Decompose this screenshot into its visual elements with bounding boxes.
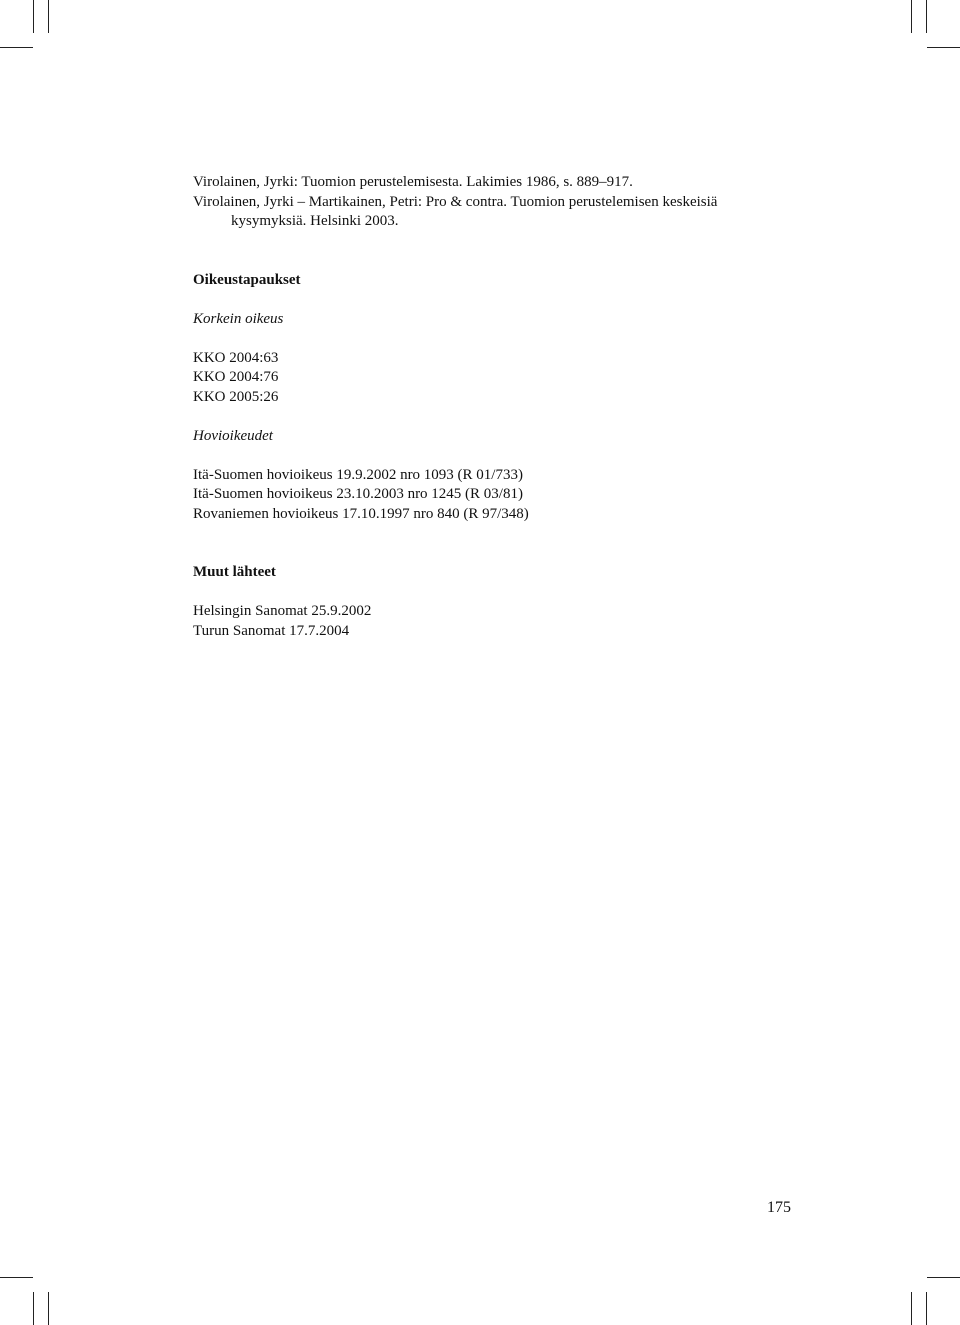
crop-mark — [33, 0, 34, 33]
bibliography-entry: Virolainen, Jyrki – Martikainen, Petri: Pro & contra. Tuomion perustelemisen keskeisiä kysymyksiä. Helsinki 2003. — [193, 193, 718, 229]
page-number: 175 — [767, 1199, 791, 1216]
case-entry: Rovaniemen hovioikeus 17.10.1997 nro 840 (R 97/348) — [193, 505, 529, 522]
crop-mark — [927, 1277, 960, 1278]
case-entry: Itä-Suomen hovioikeus 23.10.2003 nro 1245 (R 03/81) — [193, 486, 523, 502]
courts-of-appeal-subheading: Hovioikeudet — [193, 427, 273, 444]
crop-mark — [48, 0, 49, 33]
case-entry: KKO 2004:63 — [193, 349, 279, 366]
page-content — [193, 173, 793, 641]
case-entry: Itä-Suomen hovioikeus 19.9.2002 nro 1093 (R 01/733) — [193, 466, 523, 483]
case-entry: KKO 2005:26 — [193, 388, 279, 405]
crop-mark — [0, 47, 33, 48]
crop-mark — [911, 0, 912, 33]
source-entry: Turun Sanomat 17.7.2004 — [193, 622, 350, 639]
crop-mark — [926, 0, 927, 33]
crop-mark — [926, 1292, 927, 1325]
crop-mark — [911, 1292, 912, 1325]
crop-mark — [48, 1292, 49, 1325]
source-entry: Helsingin Sanomat 25.9.2002 — [193, 603, 372, 619]
crop-mark — [33, 1292, 34, 1325]
other-sources-heading: Muut lähteet — [193, 564, 276, 580]
case-entry: KKO 2004:76 — [193, 369, 279, 385]
bibliography-entry: Virolainen, Jyrki: Tuomion perustelemisesta. Lakimies 1986, s. 889–917. — [193, 174, 633, 190]
crop-mark — [927, 47, 960, 48]
supreme-court-subheading: Korkein oikeus — [193, 310, 284, 327]
case-law-heading: Oikeustapaukset — [193, 271, 301, 288]
crop-mark — [0, 1277, 33, 1278]
